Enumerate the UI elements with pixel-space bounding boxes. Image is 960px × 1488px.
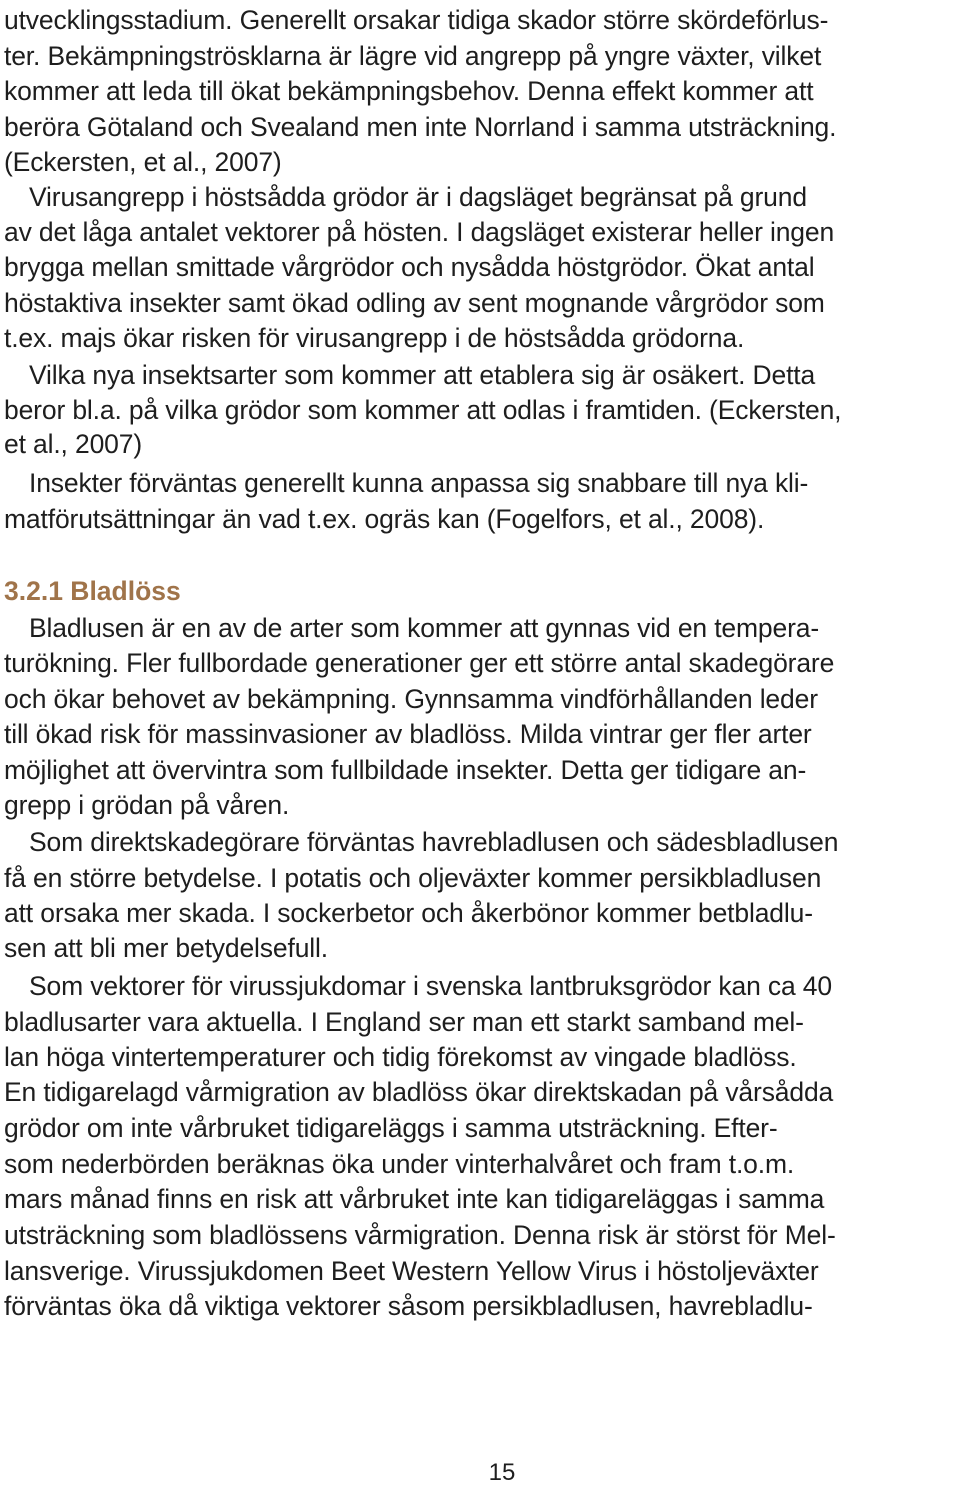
body-line: till ökad risk för massinvasioner av bladlöss. Milda vintrar ger fler arter	[4, 719, 812, 749]
body-line: et al., 2007)	[4, 429, 143, 459]
body-line: grepp i grödan på våren.	[4, 790, 290, 820]
body-line: Insekter förväntas generellt kunna anpassa sig snabbare till nya kli-	[29, 468, 809, 498]
body-line: och ökar behovet av bekämpning. Gynnsamma vindförhållanden leder	[4, 684, 818, 714]
body-line: möjlighet att övervintra som fullbildade insekter. Detta ger tidigare an-	[4, 755, 807, 785]
body-line: brygga mellan smittade vårgrödor och nysådda höstgrödor. Ökat antal	[4, 252, 815, 282]
body-line: mars månad finns en risk att vårbruket inte kan tidigareläggas i samma	[4, 1184, 825, 1214]
section-heading: 3.2.1 Bladlöss	[4, 576, 181, 606]
body-line: förväntas öka då viktiga vektorer såsom persikbladlusen, havrebladlu-	[4, 1291, 813, 1321]
body-line: sen att bli mer betydelsefull.	[4, 933, 328, 963]
body-line: av det låga antalet vektorer på hösten. I dagsläget existerar heller ingen	[4, 217, 835, 247]
body-line: kommer att leda till ökat bekämpningsbehov. Denna effekt kommer att	[4, 76, 814, 106]
body-line: matförutsättningar än vad t.ex. ogräs kan (Fogelfors, et al., 2008).	[4, 504, 765, 534]
body-line: (Eckersten, et al., 2007)	[4, 147, 282, 177]
body-line: beror bl.a. på vilka grödor som kommer att odlas i framtiden. (Eckersten,	[4, 395, 842, 425]
body-line: t.ex. majs ökar risken för virusangrepp i de höstsådda grödorna.	[4, 323, 745, 353]
body-line: höstaktiva insekter samt ökad odling av sent mognande vårgrödor som	[4, 288, 825, 318]
body-line: ter. Bekämpningströsklarna är lägre vid angrepp på yngre växter, vilket	[4, 41, 822, 71]
body-line: att orsaka mer skada. I sockerbetor och åkerbönor kommer betbladlu-	[4, 898, 813, 928]
page-number: 15	[488, 1459, 516, 1486]
body-line: få en större betydelse. I potatis och oljeväxter kommer persikbladlusen	[4, 863, 822, 893]
body-line: bladlusarter vara aktuella. I England ser man ett starkt samband mel-	[4, 1007, 804, 1037]
body-line: Bladlusen är en av de arter som kommer att gynnas vid en tempera-	[29, 613, 820, 643]
body-line: beröra Götaland och Svealand men inte Norrland i samma utsträckning.	[4, 112, 837, 142]
body-line: som nederbörden beräknas öka under vinterhalvåret och fram t.o.m.	[4, 1149, 795, 1179]
body-line: utvecklingsstadium. Generellt orsakar tidiga skador större skördeförlus-	[4, 5, 829, 35]
body-line: En tidigarelagd vårmigration av bladlöss ökar direktskadan på vårsådda	[4, 1077, 834, 1107]
body-line: Virusangrepp i höstsådda grödor är i dagsläget begränsat på grund	[29, 182, 807, 212]
body-line: lan höga vintertemperaturer och tidig förekomst av vingade bladlöss.	[4, 1042, 797, 1072]
body-line: grödor om inte vårbruket tidigareläggs i samma utsträckning. Efter-	[4, 1113, 778, 1143]
body-line: Som vektorer för virussjukdomar i svenska lantbruksgrödor kan ca 40	[29, 971, 832, 1001]
body-line: Vilka nya insektsarter som kommer att etablera sig är osäkert. Detta	[29, 360, 816, 390]
body-line: turökning. Fler fullbordade generationer ger ett större antal skadegörare	[4, 648, 835, 678]
body-line: Som direktskadegörare förväntas havrebladlusen och sädesbladlusen	[29, 827, 839, 857]
body-line: lansverige. Virussjukdomen Beet Western Yellow Virus i höstoljeväxter	[4, 1256, 819, 1286]
body-line: utsträckning som bladlössens vårmigration. Denna risk är störst för Mel-	[4, 1220, 836, 1250]
